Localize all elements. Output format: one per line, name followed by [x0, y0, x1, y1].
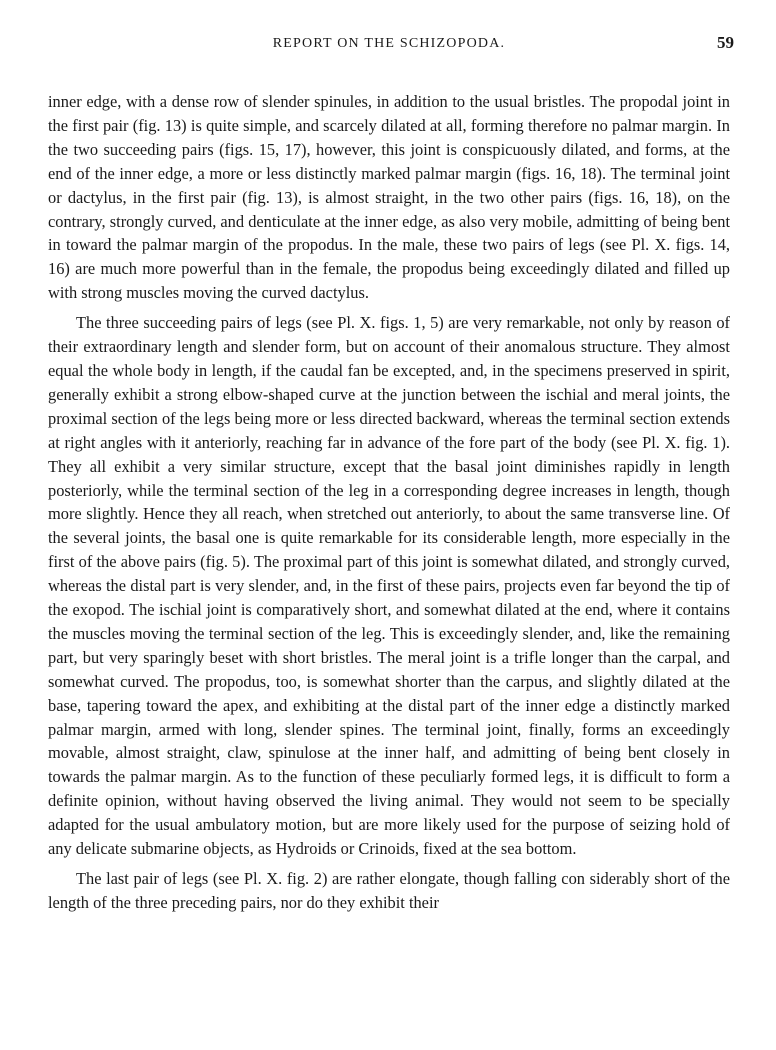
body-text — [48, 90, 730, 915]
document-page — [48, 33, 734, 921]
page-number: 59 — [717, 33, 734, 52]
paragraph-continued: inner edge, with a dense row of slender spinules, in addition to the usual bristles. The propodal joint in the first pair (fig. 13) is quite simple, and scarcely dilated at all, forming therefore no palmar margin. In the two succeeding pairs (figs. 15, 17), however, this joint is conspicuously dilated, and forms, at the end of the inner edge, a more or less distinctly marked palmar margin (figs. 16, 18). The terminal joint or dactylus, in the first pair (fig. 13), is almost straight, in the two other pairs (figs. 16, 18), on the contrary, strongly curved, and denticulate at the inner edge, as also very mobile, admitting of being bent in toward the palmar margin of the propodus. In the male, these two pairs of legs (see Pl. X. figs. 14, 16) are much more powerful than in the female, the propodus being exceedingly dilated and filled up with strong muscles moving the curved dactylus. — [48, 92, 730, 303]
page-header — [48, 33, 734, 66]
paragraph-succeeding-legs: The three succeeding pairs of legs (see Pl. X. figs. 1, 5) are very remarkable, not only by reason of their extraordinary length and slender form, but on account of their anomalous structure. They almost equal the whole body in length, if the caudal fan be excepted, and, in the specimens preserved in spirit, generally exhibit a strong elbow-shaped curve at the junction between the ischial and meral joints, the proximal section of the legs being more or less directed backward, whereas the terminal section extends at right angles with it anteriorly, reaching far in advance of the fore part of the body (see Pl. X. fig. 1). They all exhibit a very similar structure, except that the basal joint diminishes rapidly in length posteriorly, while the terminal section of the leg in a corresponding degree increases in length, though more slightly. Hence they all reach, when stretched out anteriorly, to about the same transverse line. Of the several joints, the basal one is quite remarkable for its considerable length, more especially in the first of the above pairs (fig. 5). The proximal part of this joint is somewhat dilated, and strongly curved, whereas the distal part is very slender, and, in the first of these pairs, projects even far beyond the tip of the exopod. The ischial joint is comparatively short, and somewhat dilated at the end, where it contains the muscles moving the terminal section of the leg. This is exceedingly slender, and, like the remaining part, but very sparingly beset with short bristles. The meral joint is a trifle longer than the carpal, and somewhat curved. The propodus, too, is somewhat shorter than the carpus, and slightly dilated at the base, tapering toward the apex, and exhibiting at the distal part of the inner edge a distinctly marked palmar margin, armed with long, slender spines. The terminal joint, finally, forms an exceedingly movable, almost straight, claw, spinulose at the inner half, and admitting of being bent closely in towards the palmar margin. As to the function of these peculiarly formed legs, it is difficult to form a definite opinion, without having observed the living animal. They would not seem to be specially adapted for the usual ambulatory motion, but are more likely used for the purpose of seizing hold of any delicate submarine objects, as Hydroids or Crinoids, fixed at the sea bottom. — [48, 313, 730, 859]
running-title: REPORT ON THE SCHIZOPODA. — [272, 36, 506, 51]
paragraph-last-pair-legs: The last pair of legs (see Pl. X. fig. 2) are rather elongate, though falling con siderably short of the length of the three preceding pairs, nor do they exhibit their — [48, 869, 730, 912]
